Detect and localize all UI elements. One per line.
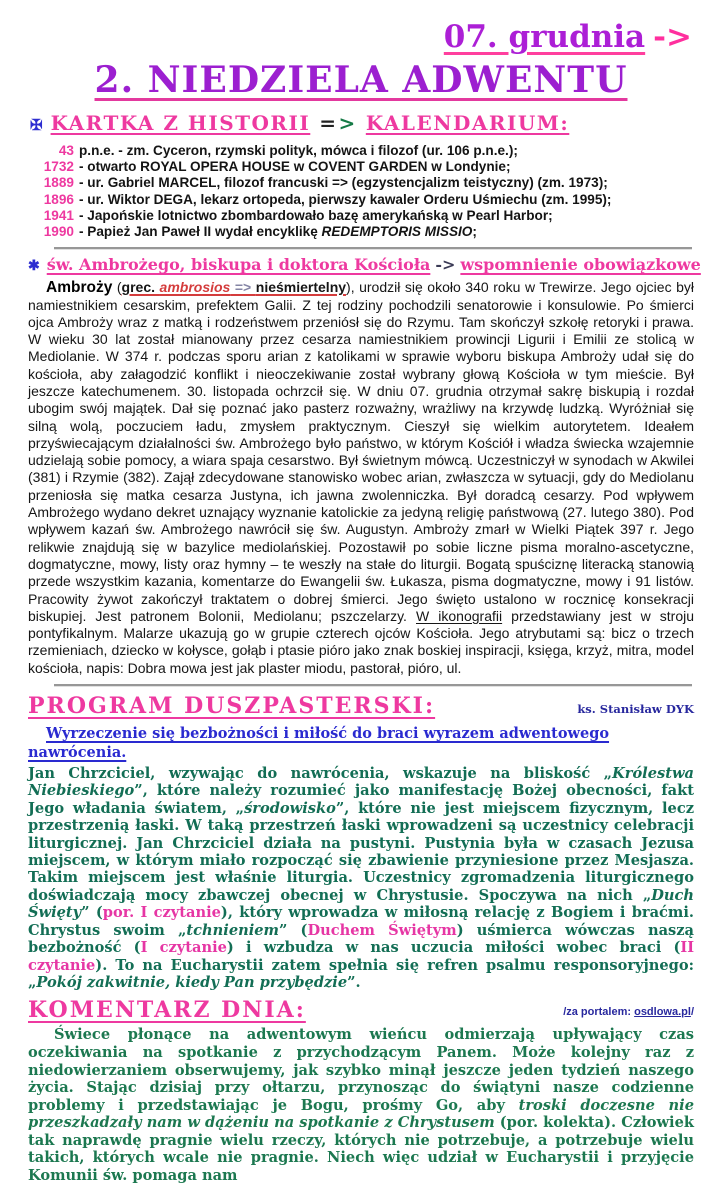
text-segment: ambrosios xyxy=(159,279,231,296)
text-segment: ”, które należy rozumieć jako manifestację Bożej obecności, fakt Jego władania światem, „ xyxy=(28,782,694,817)
text-segment: ”, które nie jest miejscem fizycznym, lecz przestrzenią łaski. W taką przestrzeń łaski wprowadzeni są uczestnicy celebracji liturgicznej. Jan Chrzciciel działa na pustyni. Pustynia była w czasach Jezusa miejscem, w którym miało rozpocząć się zbawienie przyniesione przez Mesjasza. Takim miejscem jest właśnie liturgia. Uczestnicy zgromadzenia liturgicznego doświadczają mocy zbawczej obecnej w Chrystusie. Spoczywa na nich „ xyxy=(28,799,695,904)
arrow-right-icon: -> xyxy=(653,19,692,55)
entry-text xyxy=(79,143,694,159)
kalendarium-entry xyxy=(38,143,694,159)
text-segment: ), urodził się około 340 roku w Trewirze. Jego ojciec był namiestnikiem cesarskim, prefektem Galii. Z tej rodziny pochodzili senatorowie i konsulowie. Po śmierci ojca Ambroży wraz z matką i rodzeństwem przeniósł się do Rzymu. Tam skończył szkołę retoryki i prawa. W wieku 30 lat został mianowany przez cesarza namiestnikiem prowincji Ligurii i Emilii ze stolicą w Mediolanie. W 374 r. podczas sporu arian z katolikami w sprawie wyboru biskupa Ambroży udał się do kościoła, aby załagodzić konflikt i nieoczekiwanie został wybrany głową Kościoła w tym mieście. Był jeszcze katechumenem. 30. listopada ochrzcił się. W dniu 07. grudnia otrzymał sakrę biskupią i rozdał ubogim swój majątek. Dał się poznać jako pasterz rozważny, wrażliwy na krzywdę ludzką. Wyróżniał się silną wolą, poczuciem ładu, zmysłem praktycznym. Cieszył się wielkim autorytetem. Ideałem przyświecającym działalności św. Ambrożego było państwo, w którym Kościół i władza świecka wzajemnie udzielają sobie pomocy, a wiara spaja cesarstwo. Był świetnym mówcą. Uczestniczył w synodach w Akwilei (381) i Rzymie (382). Zajął zdecydowane stanowisko wobec arian, zwłaszcza w sytuacji, gdy do Mediolanu przeniosła się matka cesarza Justyna, ich jawna zwolenniczka. Był doradcą cesarzy. Pod wpływem Ambrożego wydano dekret uznający wyznanie katolickie za jedyną religię państwową (27. lutego 380). Pod wpływem kazań św. Ambrożego nawrócił się św. Augustyn. Ambroży zmarł w Wielki Piątek 397 r. Jego relikwie znajdują się w bazylice mediolańskiej. Pozostawił po sobie liczne pisma moralno-ascetyczne, dogmatyczne, mowy, listy oraz hymny – te weszły na stałe do liturgii. Bogatą spuściznę literacką stanowią przede wszystkim kazania, komentarze do Ewangelii św. Łukasza, pisma dogmatyczne, mowy i 91 listów. Pracowity żywot zakończył traktatem o dobrej śmierci. Jego święto ustalono w rocznicę konsekracji biskupiej. Jest patronem Bolonii, Mediolanu; pszczelarzy. xyxy=(28,279,695,624)
entry-year: 1990 xyxy=(43,224,74,240)
saint-note: wspomnienie obowiązkowe xyxy=(460,255,701,275)
history-label: KARTKA Z HISTORII xyxy=(50,111,311,135)
text-segment: ” ( xyxy=(81,904,103,922)
text-segment: I czytanie xyxy=(140,939,227,957)
text-segment: REDEMPTORIS MISSIO xyxy=(321,224,473,240)
text-segment: II czytanie xyxy=(28,939,695,974)
text-segment: tchnieniem xyxy=(186,921,279,939)
entry-text xyxy=(79,159,694,175)
text-segment: grec. xyxy=(121,279,160,296)
source-link[interactable]: osdlowa.pl xyxy=(634,1006,691,1019)
saint-biography-paragraph xyxy=(28,279,694,677)
program-author: ks. Stanisław DYK xyxy=(577,702,694,717)
saint-title: św. Ambrożego, biskupa i doktora Kościoła xyxy=(46,255,431,275)
kalendarium-entry xyxy=(38,159,694,175)
text-segment: nieśmiertelny xyxy=(255,279,347,296)
asterisk-icon: ✱ xyxy=(28,258,40,275)
divider xyxy=(54,247,692,250)
kalendarium-entry xyxy=(38,208,694,224)
kalendarium-label: KALENDARIUM: xyxy=(365,111,570,135)
kalendarium-list xyxy=(38,143,694,240)
arrow-equals: = xyxy=(319,111,338,135)
kalendarium-entry xyxy=(38,192,694,208)
program-section-header xyxy=(28,693,694,719)
date-header xyxy=(28,18,694,56)
date-text: 07. grudnia xyxy=(443,19,646,55)
text-segment: - Japońskie lotnictwo zbombardowało bazę amerykańską w Pearl Harbor; xyxy=(79,207,553,223)
text-segment: ; xyxy=(472,224,477,240)
commentary-heading: KOMENTARZ DNIA: xyxy=(28,997,306,1024)
text-segment: ) uśmierca wówczas naszą bezbożność ( xyxy=(28,921,695,957)
text-segment: - ur. Gabriel MARCEL, filozof francuski => (egzystencjalizm teistyczny) (zm. 1973); xyxy=(79,175,608,191)
text-segment: p.n.e. - zm. Cyceron, rzymski polityk, mówca i filozof (ur. 106 p.n.e.); xyxy=(79,143,518,158)
program-paragraph xyxy=(28,765,694,991)
text-segment: ), który wprowadza w miłosną relację z Bogiem i braćmi. Chrystus swoim „ xyxy=(28,904,694,939)
text-segment: ” ( xyxy=(278,921,308,939)
kalendarium-entry xyxy=(38,224,694,240)
entry-text xyxy=(79,192,694,208)
text-segment: por. I czytanie xyxy=(102,904,221,922)
commentary-section-header xyxy=(28,997,694,1023)
cross-icon: ✠ xyxy=(30,116,43,134)
source-post: / xyxy=(690,1006,694,1019)
text-segment: troski doczesne nie przeszkadzały nam w dążeniu na spotkanie z Chrystusem xyxy=(28,1096,694,1132)
text-segment: ”. xyxy=(347,973,361,991)
text-segment: Jan Chrzciciel, wzywając do nawrócenia, wskazuje na bliskość „ xyxy=(28,765,613,783)
entry-text xyxy=(79,208,694,224)
divider xyxy=(54,684,692,687)
program-thesis: Wyrzeczenie się bezbożności i miłość do braci wyrazem adwentowego nawrócenia. xyxy=(28,725,610,762)
text-segment: Duch Święty xyxy=(28,886,694,922)
arrow-greater-icon: > xyxy=(338,111,357,135)
source-pre: /za portalem: xyxy=(563,1006,635,1019)
page-title: 2. NIEDZIELA ADWENTU xyxy=(94,59,628,101)
entry-text xyxy=(79,175,694,191)
text-segment: - ur. Wiktor DEGA, lekarz ortopeda, pierwszy kawaler Orderu Uśmiechu (zm. 1995); xyxy=(79,191,612,207)
kalendarium-entry xyxy=(38,175,694,191)
text-segment: Świece płonące na adwentowym wieńcu odmierzają upływający czas oczekiwania na spotkanie z przychodzącym Panem. Może kolejny raz z niedowierzaniem obserwujemy, jak szybko minął jeszcze jeden tydzień naszego życia. Stając dzisiaj przy ołtarzu, przynosząc do świątyni nasze codzienne problemy i przedstawiając je Bogu, prośmy Go, aby xyxy=(28,1026,694,1114)
text-segment: środowisko xyxy=(244,799,336,817)
text-segment: Ambroży xyxy=(46,279,113,297)
text-segment: przedstawiany jest w stroju pontyfikalnym. Malarze ukazują go w grupie czterech ojców Kościoła. Jego atrybutami są: bicz o trzech rzemieniach, dziecko w kołysce, gołąb i ptasie pióro jako znak boskiej inspiracji, księga, krzyż, mitra, model kościoła, napis: Dobra mowa jest jak plaster miodu, pastorał, pióro, ul. xyxy=(28,607,695,676)
text-segment: Pokój zakwitnie, kiedy Pan przybędzie xyxy=(36,973,348,991)
text-segment: - Papież Jan Paweł II wydał encyklikę xyxy=(79,224,322,240)
entry-year: 1732 xyxy=(43,159,74,175)
arrow-icon: -> xyxy=(435,255,456,275)
entry-year: 1941 xyxy=(43,207,74,223)
text-segment: ) i wzbudza w nas uczucia miłości wobec braci ( xyxy=(226,939,681,957)
text-segment: (por. kolekta). Człowiek tak naprawdę pragnie wielu rzeczy, których nie potrzebuje, a potrzebuje wielu takich, których wcale nie pragnie. Niech więc udział w Eucharystii i przyjęcie Komunii św. pomaga nam xyxy=(28,1114,694,1185)
text-segment: ). To na Eucharystii zatem spełnia się refren psalmu responsoryjnego: „ xyxy=(28,956,694,991)
history-section-header xyxy=(28,111,694,137)
entry-text xyxy=(79,224,694,240)
entry-year: 1896 xyxy=(43,191,74,207)
text-segment: ( xyxy=(112,279,122,296)
saint-section-header xyxy=(28,255,701,276)
entry-year: 1889 xyxy=(43,175,74,191)
text-segment: Duchem Świętym xyxy=(307,921,457,939)
commentary-source xyxy=(563,1006,694,1023)
entry-year: 43 xyxy=(58,143,74,158)
text-segment: - otwarto ROYAL OPERA HOUSE w COVENT GARDEN w Londynie; xyxy=(79,159,511,175)
text-segment: Królestwa Niebieskiego xyxy=(28,765,694,800)
text-segment: W ikonografii xyxy=(416,607,503,624)
text-segment: => xyxy=(230,279,256,296)
commentary-paragraph xyxy=(28,1026,694,1184)
program-heading: PROGRAM DUSZPASTERSKI: xyxy=(28,693,436,720)
